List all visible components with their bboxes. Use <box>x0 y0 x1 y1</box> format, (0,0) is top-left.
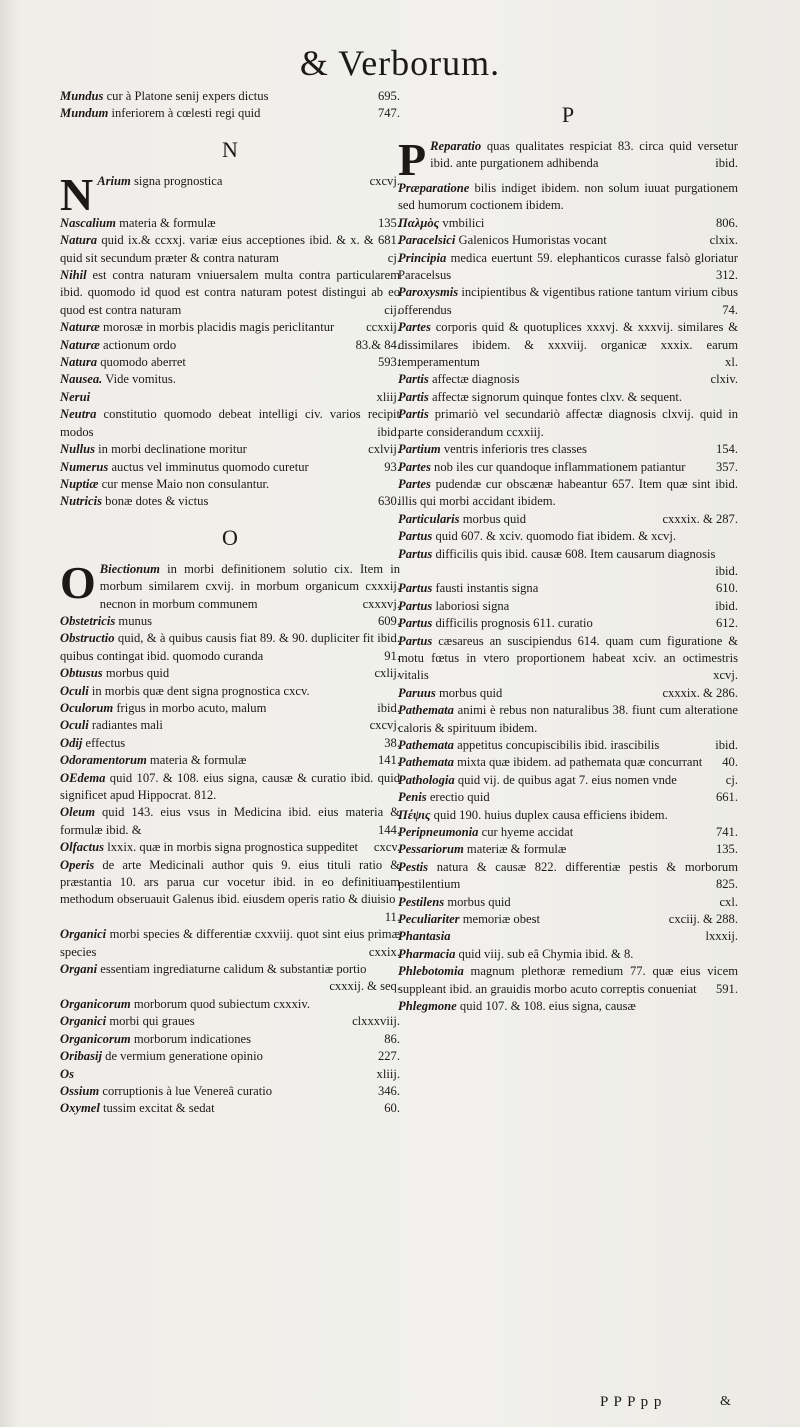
index-entry <box>398 389 738 406</box>
entry-text: frigus in morbo acuto, malum <box>113 700 267 715</box>
index-entry <box>398 824 738 841</box>
right-column <box>398 88 738 1016</box>
index-entry <box>60 406 400 441</box>
headword: Præparatione <box>398 181 470 195</box>
signature-mark: P P P p p <box>600 1394 663 1410</box>
index-entry <box>398 615 738 632</box>
entry-text: morbi qui graues <box>106 1014 195 1029</box>
page-reference: 346. <box>377 1083 400 1098</box>
headword: Peripneumonia <box>398 825 479 840</box>
page-reference: cj. <box>725 772 738 787</box>
index-entry <box>60 700 400 717</box>
index-entry <box>60 354 400 371</box>
page-reference: 135. <box>715 842 738 857</box>
index-entry <box>398 406 738 441</box>
page-reference: ibid. <box>715 738 738 752</box>
index-entry <box>398 528 738 545</box>
section-letter-n: N <box>222 136 238 162</box>
headword: Organici <box>60 927 107 942</box>
index-entry <box>60 839 400 856</box>
entry-text: morbus quid <box>459 511 527 526</box>
headword: Nullus <box>60 442 96 457</box>
entry-text: magnum plethoræ remedium 77. quæ eius vicem suppleant ibid. an grauidis morbo acuto correptis conueniat <box>398 964 738 996</box>
headword: OEdema <box>60 770 106 785</box>
page-reference: 227. <box>377 1049 400 1064</box>
entry-text: ventris inferioris tres classes <box>440 442 587 457</box>
headword: Nuptiæ <box>60 476 99 491</box>
headword: Partes <box>398 459 431 474</box>
headword: Nerui <box>60 389 91 404</box>
entry-text: materia & formulæ <box>146 753 247 768</box>
index-entry <box>60 493 400 510</box>
headword: Naturæ <box>60 337 100 352</box>
page-reference: clxxxviij. <box>352 1014 400 1029</box>
entry-text: morborum quod subiectum cxxxiv. <box>130 996 311 1011</box>
entry-text: quas qualitates respiciat 83. circa quid versetur ibid. ante purgationem adhibenda <box>430 139 738 171</box>
entry-text: vmbilici <box>439 215 485 230</box>
index-entry <box>398 702 738 737</box>
headword: Naturæ <box>60 320 100 335</box>
index-entry <box>60 1066 400 1083</box>
headword: Παλμὸς <box>398 215 440 230</box>
entry-text: difficilis prognosis 611. curatio <box>432 616 593 631</box>
running-title: & Verborum. <box>299 43 501 83</box>
entry-text: quid viij. sub eâ Chymia ibid. & 8. <box>455 946 634 961</box>
page-reference: 93. <box>384 459 400 474</box>
headword: Mundum <box>60 106 109 121</box>
drop-cap: P <box>398 134 427 185</box>
entry-text: morosæ in morbis placidis magis periclitantur <box>99 320 335 335</box>
entry-text: cur mense Maio non consulantur. <box>98 476 270 491</box>
entry-text: Galenicos Humoristas vocant <box>455 233 607 248</box>
headword: Oribasij <box>60 1049 102 1064</box>
entry-text: signa prognostica <box>130 173 223 188</box>
entry-text: lxxix. quæ in morbis signa prognostica suppeditet <box>104 840 359 855</box>
left-column <box>60 88 400 1118</box>
entry-text: morborum indicationes <box>130 1031 252 1046</box>
entry-text: quid 143. eius vsus in Medicina ibid. eius materia & formulæ ibid. & <box>60 805 400 837</box>
headword: Reparatio <box>430 139 482 153</box>
entry-text: in morbis quæ dent signa prognostica cxcv. <box>88 683 310 698</box>
index-entry <box>398 459 738 476</box>
headword: Oleum <box>60 805 95 820</box>
headword: Oxymel <box>60 1101 100 1116</box>
entry-text: actionum ordo <box>99 337 177 352</box>
headword: Pessariorum <box>398 842 464 857</box>
entry-text: in morbi declinatione moritur <box>95 442 247 457</box>
entry-text: radiantes mali <box>88 718 163 733</box>
index-entry <box>398 928 738 945</box>
page-reference: xliij. <box>376 1066 400 1081</box>
page-reference: 91. <box>384 648 400 663</box>
index-entry <box>398 946 738 963</box>
entry-text: animi è rebus non naturalibus 38. fiunt cum alteratione caloris & spirituum ibidem. <box>398 703 738 735</box>
headword: Organicorum <box>60 1031 131 1046</box>
page-reference: cxcvj. <box>369 173 400 188</box>
index-entry <box>398 284 738 319</box>
entry-text: auctus vel imminutus quomodo curetur <box>108 459 309 474</box>
headword: Partus <box>398 633 433 648</box>
headword: Partis <box>398 372 429 387</box>
headword: Organici <box>60 1014 107 1029</box>
headword: Oculi <box>60 683 89 698</box>
headword: Pharmacia <box>398 946 456 961</box>
entry-text: laboriosi signa <box>432 598 510 613</box>
index-entry <box>398 859 738 894</box>
index-entry <box>60 441 400 458</box>
headword: Arium <box>97 173 131 188</box>
index-entry <box>60 319 400 336</box>
entry-text: quid, & à quibus causis fiat 89. & 90. dupliciter fit ibid. quibus contingat ibid. quomodo curanda <box>60 631 400 663</box>
entry-text: cur à Platone senij expers dictus <box>103 89 269 103</box>
index-entry <box>60 735 400 752</box>
entry-text: corruptionis à lue Venereâ curatio <box>99 1083 273 1098</box>
index-entry <box>60 857 400 927</box>
entry-text: inferiorem à cœlesti regi quid <box>108 106 261 121</box>
page-reference: 661. <box>715 790 738 805</box>
headword: Pathemata <box>398 703 454 718</box>
page-reference: ibid. <box>715 156 738 171</box>
index-entry <box>398 841 738 858</box>
page-reference: cxciij. & 288. <box>668 912 738 927</box>
index-entry <box>398 319 738 371</box>
entry-text: de vermium generatione opinio <box>102 1049 263 1064</box>
index-entry <box>60 371 400 388</box>
index-entry <box>60 1048 400 1065</box>
index-entry <box>60 665 400 682</box>
headword: Partis <box>398 389 429 404</box>
page-reference: ibid. <box>715 563 738 578</box>
index-entry <box>60 613 400 630</box>
headword: Organicorum <box>60 996 131 1011</box>
index-entry <box>398 633 738 685</box>
index-entry <box>60 459 400 476</box>
section-o-entries <box>60 556 400 1118</box>
index-entry <box>398 232 738 249</box>
entry-text: munus <box>115 613 153 628</box>
page-reference: 141. <box>377 753 400 768</box>
index-entry <box>398 511 738 528</box>
index-entry <box>60 804 400 839</box>
page-reference: 144. <box>377 822 400 837</box>
entry-text: quid vij. de quibus agat 7. eius nomen vnde <box>454 772 677 787</box>
headword: Obtusus <box>60 666 103 681</box>
page-reference: cxxxij. & seq. <box>329 979 400 994</box>
page-reference: xliij. <box>376 389 400 404</box>
headword: Paracelsici <box>398 233 456 248</box>
entry-text: quid 607. & xciv. quomodo fiat ibidem. & xcvj. <box>432 529 676 544</box>
index-entry <box>60 1013 400 1030</box>
index-entry <box>60 389 400 406</box>
headword: Partus <box>398 581 433 596</box>
index-entry <box>60 1100 400 1117</box>
page-reference: cxxxvj. <box>362 596 400 611</box>
index-entry <box>60 476 400 493</box>
headword: Oculi <box>60 718 89 733</box>
headword: Peculiariter <box>398 912 460 927</box>
page-reference: cxxxix. & 286. <box>662 685 738 700</box>
entry-text: cur hyeme accidat <box>478 825 574 840</box>
headword: Partus <box>398 529 433 544</box>
index-entry <box>398 894 738 911</box>
page-reference: 747. <box>377 106 400 121</box>
entry-text: est contra naturam vniuersalem multa contra particularem ibid. quomodo id quod est contra naturam potest distingui ab eo quod est contra naturam <box>60 268 400 317</box>
index-entry <box>398 737 738 754</box>
index-entry <box>398 998 738 1015</box>
entry-text: quid 190. huius duplex causa efficiens ibidem. <box>430 807 668 822</box>
entry-text: quomodo aberret <box>97 355 186 370</box>
entry-text: medica euertunt 59. elephanticos curasse falsò gloriatur Paracelsus <box>398 250 738 283</box>
entry-text: morbus quid <box>435 685 503 700</box>
headword: Partis <box>398 407 429 422</box>
index-entry <box>398 911 738 928</box>
headword: Pathemata <box>398 755 454 770</box>
index-entry <box>60 717 400 734</box>
index-entry <box>60 752 400 769</box>
entry-text: mixta quæ ibidem. ad pathemata quæ concurrant <box>453 755 703 770</box>
section-p-entries <box>398 134 738 1016</box>
headword: Biectionum <box>99 561 160 576</box>
index-entry <box>60 168 400 220</box>
headword: Particularis <box>398 511 460 526</box>
page-reference: cxxix. <box>368 944 400 959</box>
page-reference: cxl. <box>719 894 738 909</box>
page-reference: 357. <box>715 459 738 474</box>
index-entry <box>60 1031 400 1048</box>
index-entry <box>60 1083 400 1100</box>
index-entry <box>398 789 738 806</box>
section-letter-o: O <box>222 524 238 550</box>
headword: Partes <box>398 476 431 491</box>
headword: Odij <box>60 735 83 750</box>
page-reference: 630. <box>377 494 400 509</box>
entry-text: bilis indiget ibidem. non solum iuuat purgationem sed humorum coctionem ibidem. <box>398 181 738 213</box>
headword: Phantasia <box>398 929 451 944</box>
index-entry <box>60 337 400 354</box>
index-entry <box>398 546 738 581</box>
page-reference: 135. <box>377 215 400 230</box>
index-entry <box>398 134 738 185</box>
entry-text: in morbi definitionem solutio cix. Item in morbum similarem cxvij. in morbum organicum cxxxij. necnon in morbum communem <box>99 561 400 611</box>
headword: Pestis <box>398 859 429 874</box>
page-reference: 806. <box>715 215 738 230</box>
page-reference: cxcvj. <box>369 718 400 733</box>
entry-text: materia & formulæ <box>115 215 216 230</box>
headword: Neutra <box>60 407 97 422</box>
page-reference: 38. <box>384 735 400 750</box>
entry-text: quid 107. & 108. eius signa, causæ & curatio ibid. quid significet apud Hippocrat. 812. <box>60 770 400 802</box>
headword: Nutricis <box>60 494 102 509</box>
entry-text: materiæ & formulæ <box>463 842 567 857</box>
headword: Nausea. <box>60 372 103 387</box>
page-reference: 825. <box>715 877 738 892</box>
headword: Partus <box>398 598 433 613</box>
index-entry <box>60 996 400 1013</box>
index-entry <box>60 926 400 961</box>
page-reference: clxiv. <box>710 372 738 387</box>
entry-text: natura & causæ 822. differentiæ pestis & morborum pestilentium <box>398 859 738 892</box>
entry-text: corporis quid & quotuplices xxxvj. & xxxvij. similares & dissimilares ibidem. & xxxviij. organicæ xxxix. earum temperamentum <box>398 320 738 370</box>
headword: Mundus <box>60 89 104 103</box>
entry-text: essentiam ingrediaturne calidum & substantiæ portio <box>97 962 367 977</box>
headword: Principia <box>398 250 447 265</box>
index-entry <box>398 963 738 998</box>
index-entry <box>398 754 738 771</box>
page-reference: 60. <box>384 1101 400 1116</box>
entry-text: effectus <box>82 735 126 750</box>
index-entry <box>398 215 738 232</box>
index-entry <box>60 215 400 232</box>
headword: Organi <box>60 962 98 977</box>
page-reference: 741. <box>715 825 738 840</box>
entry-text: quid ix.& ccxxj. variæ eius acceptiones ibid. & x. & 681. quid sit secundum præter & contra naturam <box>60 233 400 265</box>
entry-text: difficilis quis ibid. causæ 608. Item causarum diagnosis <box>432 546 716 561</box>
page-reference: cj. <box>387 250 400 265</box>
page-reference: 11. <box>384 909 400 924</box>
catchword: & <box>720 1394 731 1409</box>
page-reference: cxcv. <box>373 840 400 855</box>
headword: Operis <box>60 857 95 872</box>
headword: Πέψις <box>398 807 431 822</box>
headword: Natura <box>60 355 98 370</box>
index-entry <box>60 961 400 996</box>
index-entry <box>60 105 400 122</box>
headword: Obstetricis <box>60 613 116 628</box>
page-reference: ibid. <box>377 424 400 439</box>
headword: Partus <box>398 616 433 631</box>
page-reference: cxlvij. <box>368 442 400 457</box>
headword: Paruus <box>398 685 436 700</box>
headword: Ossium <box>60 1083 100 1098</box>
entry-text: cæsareus an suscipiendus 614. quam cum figuratione & motu fœtus in vtero proportionem habeat xciv. an octimestris vitalis <box>398 633 738 683</box>
headword: Natura <box>60 233 98 248</box>
drop-cap: N <box>60 168 94 220</box>
entry-text: morbi species & differentiæ cxxviij. quot sint eius primæ species <box>60 927 400 959</box>
headword: Oculorum <box>60 700 114 715</box>
headword: Numerus <box>60 459 109 474</box>
page-reference: clxix. <box>709 233 738 248</box>
page-reference: 609. <box>377 613 400 628</box>
index-entry <box>398 476 738 511</box>
left-top-entries <box>60 88 400 123</box>
entry-text: incipientibus & vigentibus ratione tantum virium cibus offerendus <box>398 285 738 317</box>
entry-text: affectæ diagnosis <box>428 372 520 387</box>
index-entry <box>60 232 400 267</box>
entry-text: erectio quid <box>426 790 490 805</box>
headword: Pathemata <box>398 738 454 752</box>
headword: Partium <box>398 442 441 457</box>
entry-text: constitutio quomodo debeat intelligi civ. varios recipit modos <box>60 407 400 439</box>
entry-text: fausti instantis signa <box>432 581 539 596</box>
headword: Phlebotomia <box>398 964 464 979</box>
index-entry <box>60 267 400 319</box>
page-reference: cxxxix. & 287. <box>662 511 738 526</box>
headword: Obstructio <box>60 631 115 646</box>
index-entry <box>60 630 400 665</box>
drop-cap: O <box>60 556 96 608</box>
page-reference: 591. <box>715 981 738 996</box>
entry-text: morbus quid <box>102 666 170 681</box>
entry-text: tussim excitat & sedat <box>99 1101 215 1116</box>
index-entry <box>398 250 738 285</box>
page-reference: 74. <box>722 302 738 317</box>
entry-text: appetitus concupiscibilis ibid. irascibilis <box>453 738 660 752</box>
page-reference: cxlij. <box>374 666 400 681</box>
page-reference: 154. <box>715 442 738 457</box>
page-reference: 86. <box>384 1031 400 1046</box>
page-reference: ibid. <box>377 700 400 715</box>
headword: Os <box>60 1066 74 1081</box>
page-reference: ibid. <box>715 598 738 613</box>
index-entry <box>398 371 738 388</box>
index-entry <box>398 772 738 789</box>
page-reference: ccxxij. <box>366 320 400 335</box>
entry-text: Vide vomitus. <box>102 372 176 387</box>
index-entry <box>60 88 400 105</box>
headword: Odoramentorum <box>60 753 147 768</box>
headword: Partes <box>398 320 431 335</box>
entry-text: de arte Medicinali author quis 9. eius tituli ratio & præstantia 10. ars parua cur vocetur ibid. in eo definitiuam methodum obseruauit Galenus ibid. eiusdem operis ratio & diuisio <box>60 857 400 907</box>
index-entry <box>60 556 400 613</box>
headword: Pestilens <box>398 894 445 909</box>
entry-text: quid 107. & 108. eius signa, causæ <box>456 999 636 1014</box>
page-reference: 695. <box>377 89 400 103</box>
index-entry <box>398 180 738 215</box>
index-entry <box>60 770 400 805</box>
entry-text: affectæ signorum quinque fontes clxv. & sequent. <box>428 389 683 404</box>
section-letter-p: P <box>561 102 575 127</box>
headword: Phlegmone <box>398 999 457 1014</box>
index-entry <box>398 685 738 702</box>
page-reference: 612. <box>715 616 738 631</box>
entry-text: morbus quid <box>444 894 511 909</box>
page-reference: 610. <box>715 581 738 596</box>
section-n-entries <box>60 168 400 511</box>
page-reference: xl. <box>725 355 738 370</box>
index-entry <box>60 683 400 700</box>
entry-text: pudendæ cur obscænæ habeantur 657. Item quæ sint ibid. illis qui morbi accidant ibidem. <box>398 476 738 509</box>
index-entry <box>398 580 738 597</box>
page-reference: xcvj. <box>713 668 738 683</box>
index-entry <box>398 441 738 458</box>
headword: Olfactus <box>60 840 105 855</box>
page-reference: 40. <box>722 755 738 770</box>
page-reference: 83.& 84. <box>355 337 400 352</box>
page-reference: 593. <box>377 355 400 370</box>
entry-text: bonæ dotes & victus <box>102 494 209 509</box>
page-reference: lxxxij. <box>705 929 738 944</box>
headword: Nascalium <box>60 215 116 230</box>
index-entry <box>398 598 738 615</box>
page-reference: cij. <box>384 302 400 317</box>
entry-text: nob iles cur quandoque inflammationem patiantur <box>430 459 686 474</box>
headword: Nihil <box>60 268 87 283</box>
entry-text: memoriæ obest <box>459 912 541 927</box>
headword: Partus <box>398 546 433 561</box>
headword: Paroxysmis <box>398 285 459 300</box>
headword: Penis <box>398 790 427 805</box>
entry-text: primariò vel secundariò affectæ diagnosis clxvij. quid in parte considerandum ccxxiij. <box>398 407 738 439</box>
page-reference: 312. <box>715 268 738 283</box>
index-entry <box>398 807 738 824</box>
headword: Pathologia <box>398 772 455 787</box>
